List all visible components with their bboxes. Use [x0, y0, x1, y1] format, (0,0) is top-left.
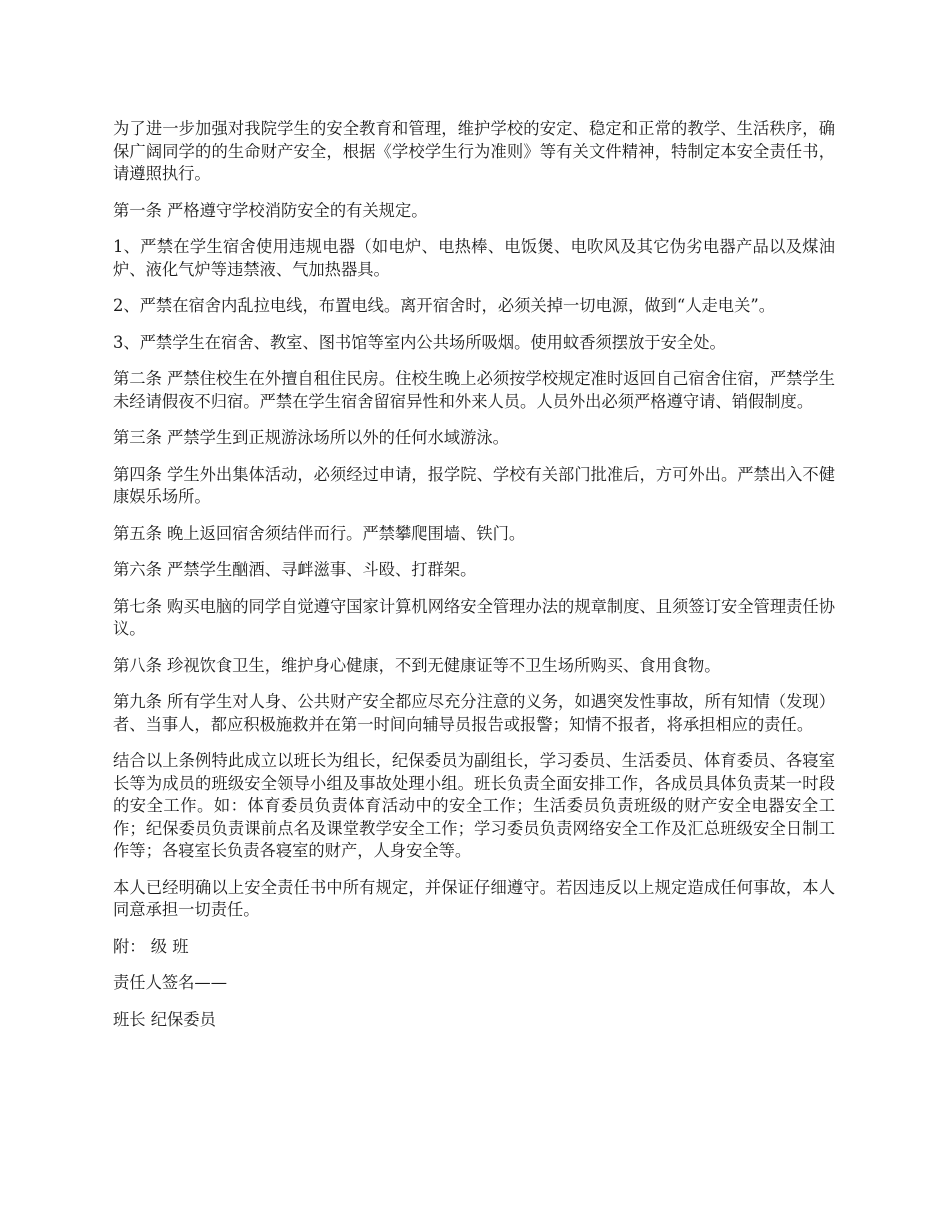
article-3: 第三条 严禁学生到正规游泳场所以外的任何水域游泳。: [113, 428, 509, 447]
article-1-item-2: 2、严禁在宿舍内乱拉电线，布置电线。离开宿舍时，必须关掉一切电源，做到“人走电关”。: [113, 296, 775, 315]
safety-group-paragraph: 结合以上条例特此成立以班长为组长，纪保委员为副组长，学习委员、生活委员、体育委员、各寝室长等为成员的班级安全领导小组及事故处理小组。班长负责全面安排工作，各成员具体负责某一时段的安全工作。如：体育委员负责体育活动中的安全工作；生活委员负责班级的财产安全电器安全工作；纪保委员负责课前点名及课堂教学安全工作；学习委员负责网络安全工作及汇总班级安全日制工作等；各寝室长负责各寝室的财产，人身安全等。: [113, 751, 835, 860]
article-5: 第五条 晚上返回宿舍须结伴而行。严禁攀爬围墙、铁门。: [113, 523, 526, 543]
acknowledgement-paragraph: 本人已经明确以上安全责任书中所有规定，并保证仔细遵守。若因违反以上规定造成任何事故，本人同意承担一切责任。: [113, 877, 835, 919]
article-6: 第六条 严禁学生酗酒、寻衅滋事、斗殴、打群架。: [113, 560, 477, 579]
article-4: 第四条 学生外出集体活动，必须经过申请，报学院、学校有关部门批准后，方可外出。严禁出入不健康娱乐场所。: [113, 464, 835, 506]
signature-line: 责任人签名——: [113, 973, 227, 992]
article-8: 第八条 珍视饮食卫生，维护身心健康，不到无健康证等不卫生场所购买、食用食物。: [113, 655, 721, 675]
article-1-item-3: 3、严禁学生在宿舍、教室、图书馆等室内公共场所吸烟。使用蚊香须摆放于安全处。: [113, 332, 726, 352]
article-7: 第七条 购买电脑的同学自觉遵守国家计算机网络安全管理办法的规章制度、且须签订安全管理责任协议。: [113, 596, 835, 638]
article-1-item-1: 1、严禁在学生宿舍使用违规电器（如电炉、电热棒、电饭煲、电吹风及其它伪劣电器产品以及煤油炉、液化气炉等违禁液、气加热器具。: [113, 237, 835, 279]
article-1-heading: 第一条 严格遵守学校消防安全的有关规定。: [113, 200, 428, 220]
article-2: 第二条 严禁住校生在外擅自租住民房。住校生晚上必须按学校规定准时返回自己宿舍住宿，严禁学生未经请假夜不归宿。严禁在学生宿舍留宿异性和外来人员。人员外出必须严格遵守请、销假制度。: [113, 369, 835, 411]
intro-paragraph: 为了进一步加强对我院学生的安全教育和管理，维护学校的安定、稳定和正常的教学、生活秩序，确保广阔同学的的生命财产安全，根据《学校学生行为准则》等有关文件精神，特制定本安全责任书，请遵照执行。: [113, 119, 835, 183]
attachment-line: 附： 级 班: [113, 936, 189, 956]
article-9: 第九条 所有学生对人身、公共财产安全都应尽充分注意的义务，如遇突发性事故，所有知情（发现）者、当事人，都应积极施救并在第一时间向辅导员报告或报警；知情不报者，将承担相应的责任。: [113, 692, 835, 734]
document-body: [113, 118, 835, 1045]
officers-line: 班长 纪保委员: [113, 1009, 216, 1029]
